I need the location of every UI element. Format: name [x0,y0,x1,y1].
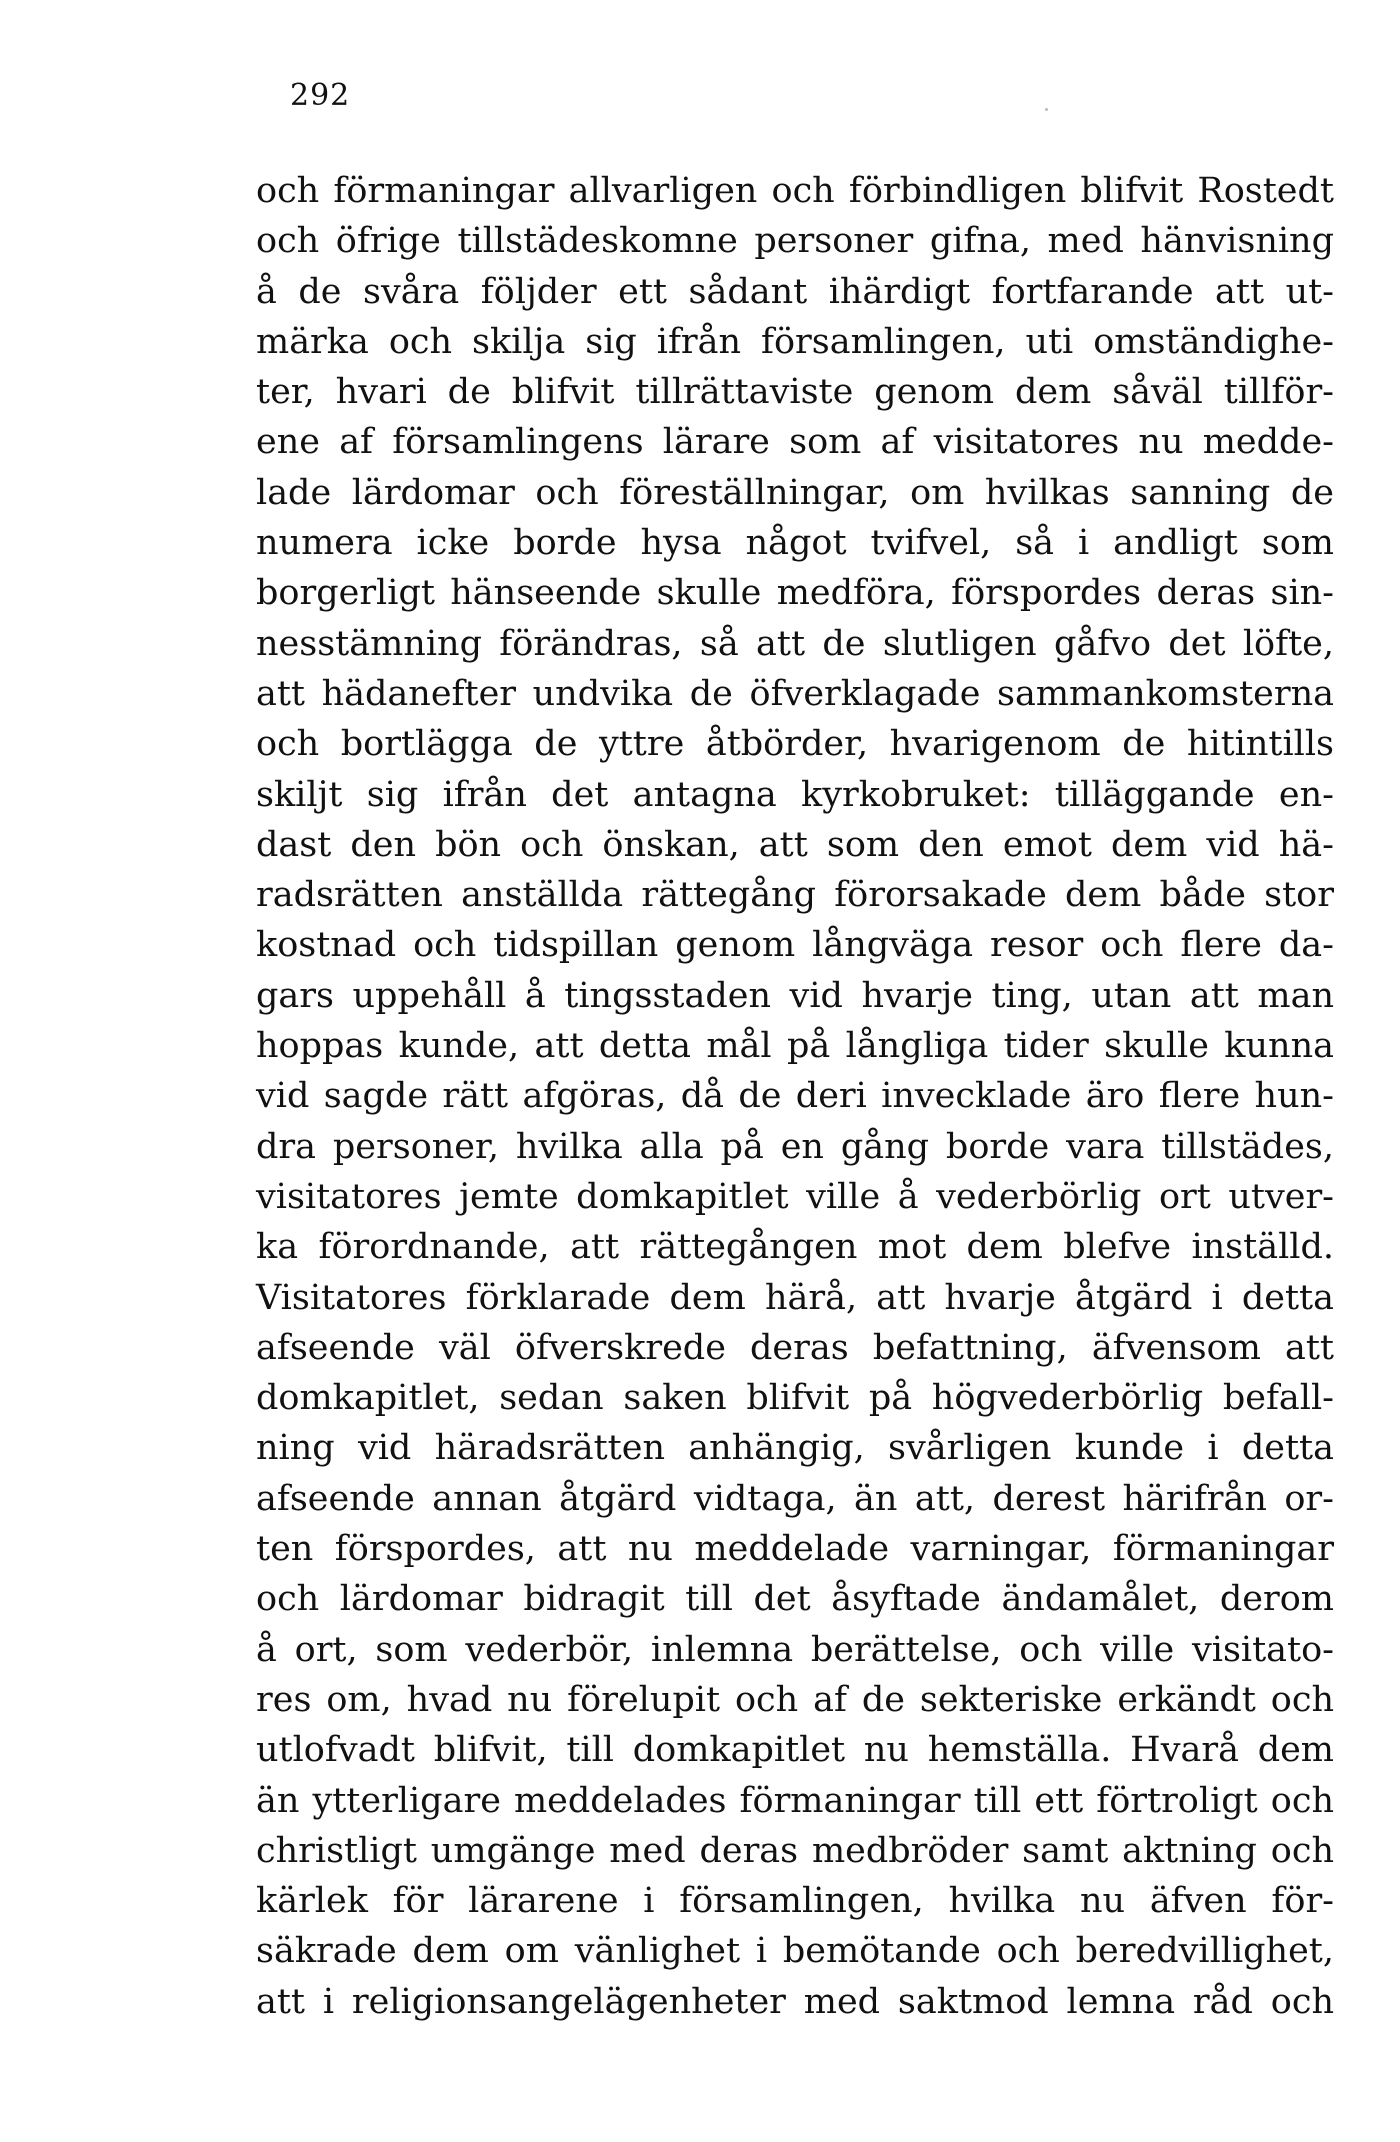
text-line: och lärdomar bidragit till det åsyftade ändamålet, derom [256,1579,1334,1620]
text-line: visitatores jemte domkapitlet ville å vederbörlig ort utver- [256,1176,1334,1217]
text-line: kostnad och tidspillan genom långväga resor och flere da- [256,925,1334,966]
text-line: vid sagde rätt afgöras, då de deri invecklade äro flere hun- [256,1076,1334,1117]
text-line: att hädanefter undvika de öfverklagade sammankomsterna [256,673,1334,714]
text-line: numera icke borde hysa något tvifvel, så i andligt som [256,523,1334,564]
text-line: kärlek för lärarene i församlingen, hvilka nu äfven för- [256,1881,1334,1922]
text-line: radsrätten anställda rättegång förorsakade dem både stor [256,875,1334,916]
text-line: utlofvadt blifvit, till domkapitlet nu hemställa. Hvarå dem [256,1730,1334,1771]
text-line: afseende annan åtgärd vidtaga, än att, derest härifrån or- [256,1478,1334,1519]
text-line: å de svåra följder ett sådant ihärdigt fortfarande att ut- [256,271,1334,312]
text-line: och bortlägga de yttre åtbörder, hvarigenom de hitintills [256,724,1334,765]
text-line: nesstämning förändras, så att de slutligen gåfvo det löfte, [256,623,1334,664]
text-line: och öfrige tillstädeskomne personer gifna, med hänvisning [256,221,1334,262]
text-line: att i religionsangelägenheter med saktmod lemna råd och [256,1981,1334,2022]
text-line: ene af församlingens lärare som af visitatores nu medde- [256,422,1334,463]
text-line: domkapitlet, sedan saken blifvit på högvederbörlig befall- [256,1378,1334,1419]
text-line: christligt umgänge med deras medbröder samt aktning och [256,1830,1334,1871]
page-number: 292 [290,78,351,113]
text-line: ning vid häradsrätten anhängig, svårligen kunde i detta [256,1428,1334,1469]
text-line: gars uppehåll å tingsstaden vid hvarje ting, utan att man [256,975,1334,1016]
text-line: ka förordnande, att rättegången mot dem blefve inställd. [256,1227,1334,1268]
text-line: å ort, som vederbör, inlemna berättelse, och ville visitato- [256,1629,1334,1670]
text-line: afseende väl öfverskrede deras befattning, äfvensom att [256,1327,1334,1368]
text-line: märka och skilja sig ifrån församlingen, uti omständighe- [256,321,1334,362]
text-line: hoppas kunde, att detta mål på långliga tider skulle kunna [256,1026,1334,1067]
paper-speck [1045,108,1048,111]
text-line: borgerligt hänseende skulle medföra, förspordes deras sin- [256,573,1334,614]
body-text [256,166,1334,2027]
text-line: dra personer, hvilka alla på en gång borde vara tillstädes, [256,1126,1334,1167]
text-line: Visitatores förklarade dem härå, att hvarje åtgärd i detta [256,1277,1334,1318]
text-line: skiljt sig ifrån det antagna kyrkobruket: tilläggande en- [256,774,1334,815]
text-line: ter, hvari de blifvit tillrättaviste genom dem såväl tillför- [256,372,1334,413]
text-line: lade lärdomar och föreställningar, om hvilkas sanning de [256,472,1334,513]
text-line: dast den bön och önskan, att som den emot dem vid hä- [256,824,1334,865]
text-line: ten förspordes, att nu meddelade varningar, förmaningar [256,1529,1334,1570]
text-line: än ytterligare meddelades förmaningar till ett förtroligt och [256,1780,1334,1821]
text-line: och förmaningar allvarligen och förbindligen blifvit Rostedt [256,171,1334,211]
text-line: res om, hvad nu förelupit och af de sekteriske erkändt och [256,1679,1334,1720]
text-line: säkrade dem om vänlighet i bemötande och beredvillighet, [256,1931,1334,1972]
